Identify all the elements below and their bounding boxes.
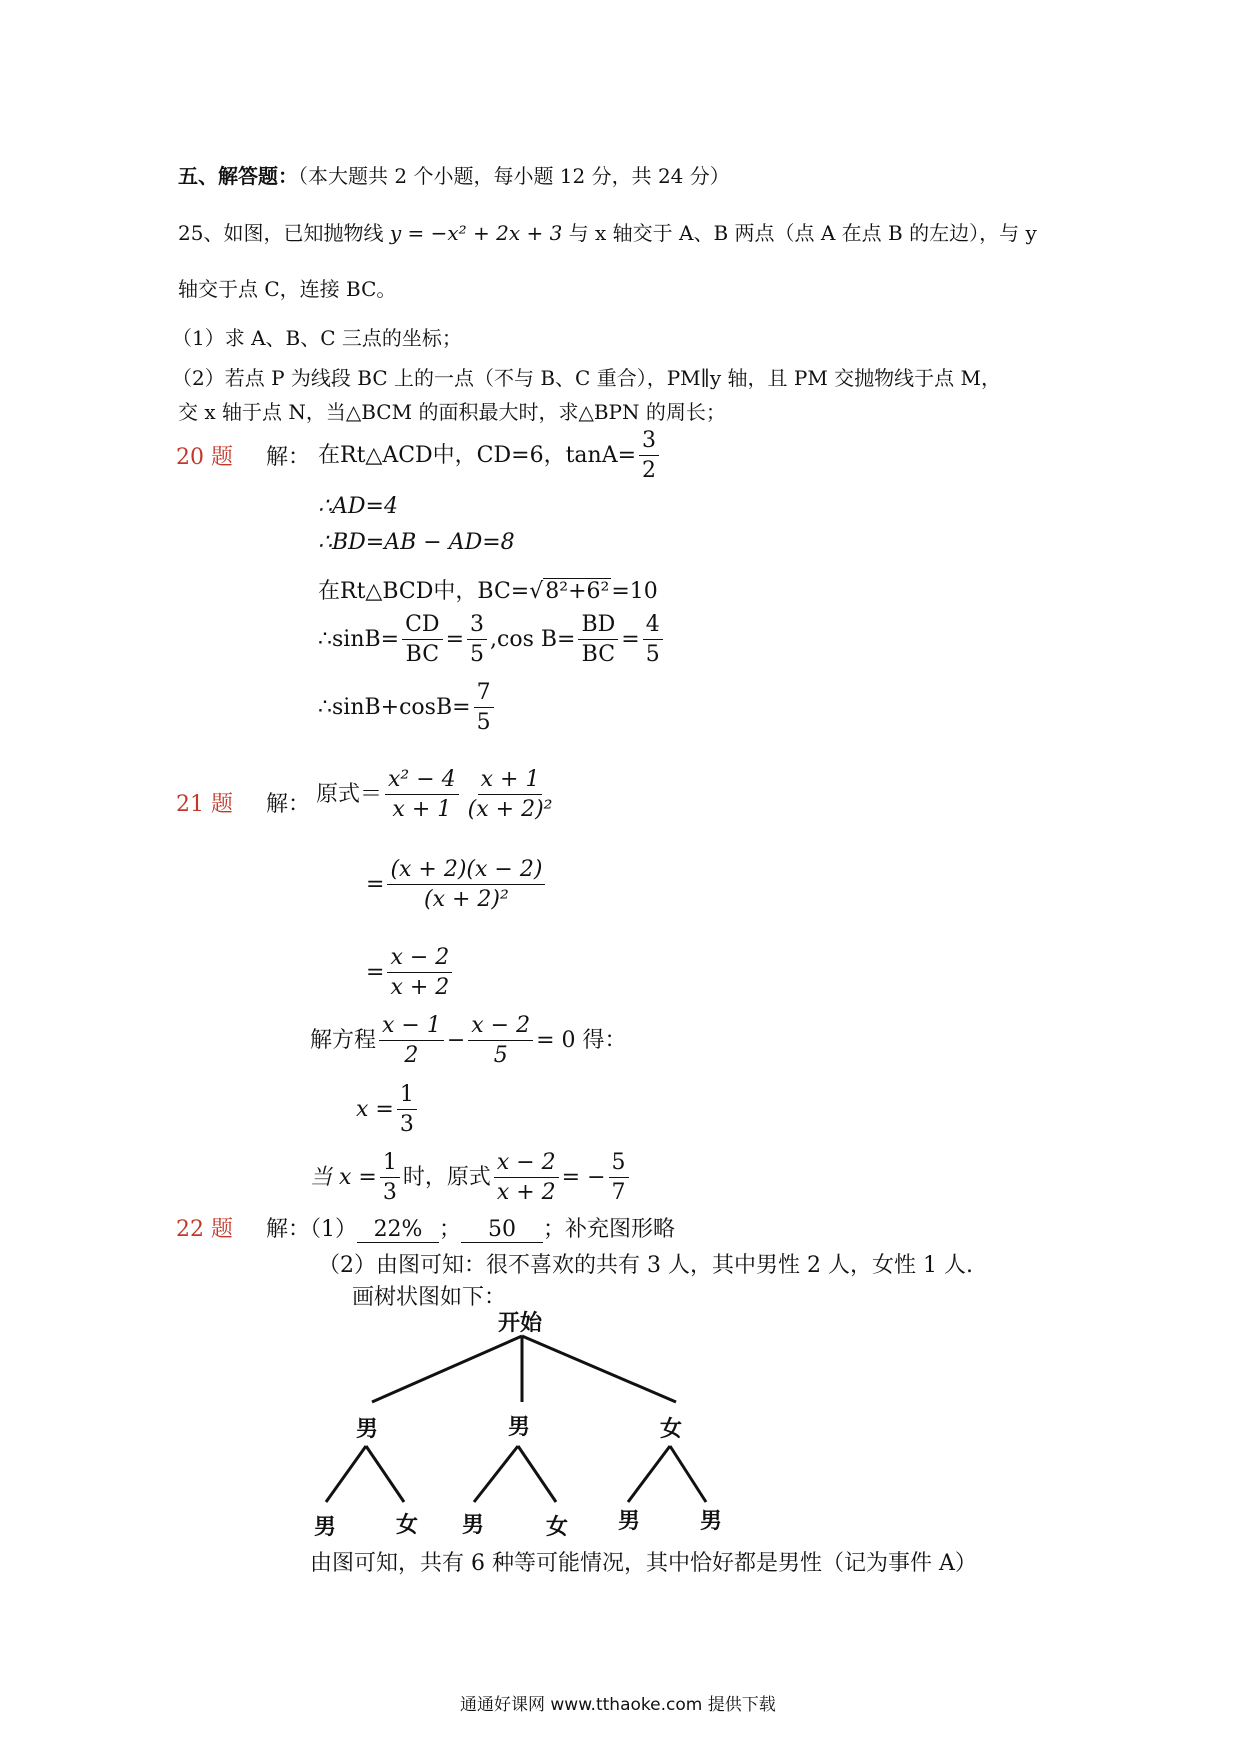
denominator: 3 (399, 1112, 414, 1138)
branch-line (366, 1446, 404, 1502)
tree-node-l2: 男 (462, 1512, 485, 1538)
q25-sub2-line2: 交 x 轴于点 N，当△BCM 的面积最大时，求△BPN 的周长； (178, 400, 726, 424)
numerator: 5 (609, 1150, 629, 1178)
a22-text: ； (439, 1217, 462, 1242)
denominator: 2 (642, 458, 657, 484)
sqrt-content: 8²+6² (545, 579, 610, 604)
denominator: 5 (476, 710, 491, 736)
a22-text: ；补充图形略 (543, 1217, 676, 1242)
equals: = (366, 871, 385, 897)
answer-20-jie: 解： (266, 445, 311, 470)
numerator: 1 (397, 1082, 417, 1110)
numerator: 7 (474, 680, 494, 708)
tree-node-l1: 女 (660, 1416, 683, 1442)
tree-node-l2: 女 (546, 1514, 569, 1540)
numerator: x + 1 (478, 767, 543, 795)
a21-text: 原式＝ (316, 781, 383, 807)
branch-line (628, 1446, 670, 1502)
denominator: x + 2 (496, 1180, 556, 1206)
a20-text: ,cos B= (490, 626, 576, 652)
numerator: 3 (639, 428, 659, 456)
denominator: 2 (404, 1043, 419, 1069)
numerator: CD (402, 612, 442, 640)
q25-equation: y = −x² + 2x + 3 (389, 221, 563, 245)
numerator: 4 (643, 612, 663, 640)
numerator: 1 (380, 1150, 400, 1178)
section-title: 五、解答题： (178, 164, 298, 188)
answer-22-line4: 由图可知，共有 6 种等可能情况，其中恰好都是男性（记为事件 A） (310, 1551, 977, 1576)
denominator: 5 (493, 1043, 508, 1069)
numerator: x − 2 (387, 945, 452, 973)
tree-node-l1: 男 (356, 1416, 379, 1442)
a20-text: 在Rt△BCD中，BC= (318, 579, 530, 604)
a21-text: 当 x = (310, 1164, 377, 1190)
branch-line (518, 1446, 556, 1502)
q25-text: 与 x 轴交于 A、B 两点（点 A 在点 B 的左边），与 y (568, 221, 1037, 245)
branch-line (522, 1336, 676, 1402)
denominator: (x + 2)² (424, 887, 509, 913)
tree-node-l2: 男 (314, 1514, 337, 1540)
page-footer: 通通好课网 www.tthaoke.com 提供下载 (460, 1695, 776, 1715)
denominator: x + 2 (390, 975, 450, 1001)
answer-blank: 50 (461, 1217, 543, 1243)
equals: = (445, 626, 465, 652)
q25-text: 25、如图，已知抛物线 (178, 221, 384, 245)
numerator: x² − 4 (385, 767, 459, 795)
answer-20-label: 20 题 (176, 445, 233, 470)
a21-text: x = (356, 1096, 394, 1122)
answer-blank: 22% (357, 1217, 439, 1243)
a22-text: 解： (266, 1217, 311, 1242)
a21-text: = − (561, 1164, 606, 1190)
tree-node-l1: 男 (508, 1414, 531, 1440)
a20-text: =10 (611, 579, 658, 604)
q25-sub1: （1）求 A、B、C 三点的坐标； (172, 326, 462, 350)
tree-node-l2: 男 (618, 1508, 641, 1534)
answer-22-line3: 画树状图如下： (352, 1285, 507, 1310)
q25-line2: 轴交于点 C，连接 BC。 (178, 277, 397, 301)
branch-line (326, 1446, 366, 1502)
numerator: x − 2 (468, 1013, 533, 1041)
section-note: （本大题共 2 个小题，每小题 12 分，共 24 分） (298, 164, 730, 188)
numerator: x − 1 (379, 1013, 444, 1041)
sqrt-icon: √ (529, 579, 544, 604)
a21-text: 时，原式 (402, 1164, 491, 1190)
tree-node-l2: 女 (396, 1512, 419, 1538)
a21-text: = 0 得： (536, 1027, 627, 1053)
denominator: 5 (645, 642, 660, 668)
equals: = (366, 959, 385, 985)
answer-22-label: 22 题 (176, 1217, 233, 1242)
branch-line (372, 1336, 522, 1402)
denominator: (x + 2)² (467, 797, 553, 823)
answer-21-label: 21 题 (176, 792, 233, 817)
answer-21-jie: 解： (266, 792, 311, 817)
branch-line (474, 1446, 518, 1502)
a20-text: 在Rt△ACD中，CD=6，tanA= (318, 442, 637, 468)
a20-text: ∴sinB= (318, 626, 400, 652)
numerator: (x + 2)(x − 2) (387, 857, 545, 885)
numerator: x − 2 (494, 1150, 559, 1178)
numerator: 3 (467, 612, 487, 640)
answer-20-line3: ∴BD=AB − AD=8 (318, 530, 515, 555)
tree-root: 开始 (498, 1310, 543, 1336)
answer-20-line2: ∴AD=4 (318, 494, 398, 519)
tree-node-l2: 男 (700, 1508, 723, 1534)
a21-text: 解方程 (310, 1027, 377, 1053)
q25-sub2-line1: （2）若点 P 为线段 BC 上的一点（不与 B、C 重合），PM∥y 轴，且 PM 交抛物线于点 M， (172, 366, 1002, 390)
minus: − (446, 1027, 466, 1053)
denominator: 5 (470, 642, 485, 668)
denominator: BC (405, 642, 440, 668)
denominator: BC (581, 642, 616, 668)
answer-22-line2: （2）由图可知：很不喜欢的共有 3 人，其中男性 2 人，女性 1 人. (318, 1253, 973, 1278)
a22-text: （1） (310, 1217, 358, 1242)
denominator: 7 (611, 1180, 626, 1206)
denominator: 3 (382, 1180, 397, 1206)
a20-text: ∴sinB+cosB= (318, 694, 471, 720)
denominator: x + 1 (392, 797, 452, 823)
numerator: BD (578, 612, 618, 640)
branch-line (670, 1446, 706, 1502)
equals: = (621, 626, 640, 652)
